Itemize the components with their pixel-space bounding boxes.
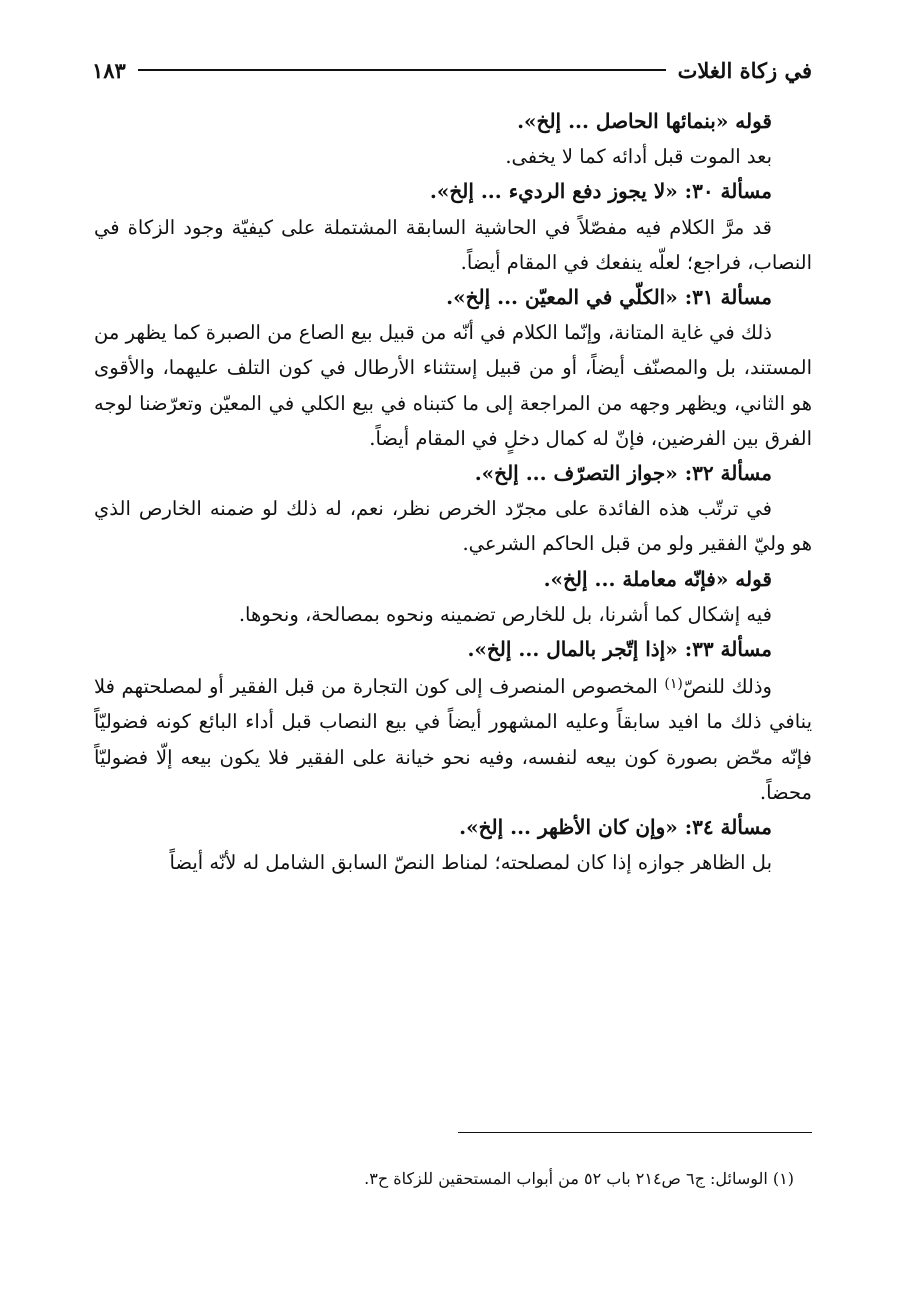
heading-masala-31: مسألة ٣١: «الكلّي في المعيّن ... إلخ». (446, 285, 772, 310)
paragraph-6 (94, 667, 812, 810)
header-rule (138, 69, 666, 71)
footnote-reference[interactable]: (١) (664, 676, 683, 693)
paragraph-6-start: وذلك للنصّ (682, 675, 772, 699)
heading-masala-32: مسألة ٣٢: «جواز التصرّف ... إلخ». (474, 461, 772, 486)
footnote: (١) الوسائل: ج٦ ص٢١٤ باب ٥٢ من أبواب المستحقين للزكاة ح٣. (364, 1169, 794, 1188)
paragraph-2: قد مرَّ الكلام فيه مفصّلاً في الحاشية السابقة المشتملة على كيفيّة وجود الزكاة في النصاب، فراجع؛ لعلّه ينفعك في المقام أيضاً. (94, 215, 812, 274)
paragraph-1: بعد الموت قبل أدائه كما لا يخفى. (505, 145, 772, 169)
paragraph-7: بل الظاهر جوازه إذا كان لمصلحته؛ لمناط النصّ السابق الشامل له لأنّه أيضاً (169, 851, 772, 875)
page-body (94, 104, 812, 880)
paragraph-3: ذلك في غاية المتانة، وإنّما الكلام في أنّه من قبيل بيع الصاع من الصبرة كما يظهر من المستند، بل والمصنّف أيضاً، أو من قبيل إستثناء الأرطال في كون التلف عليهما، والأقوى هو الثاني، ويظهر وجهه من المراجعة إلى ما كتبناه في بيع الكلي في المعيّن وتعرّضنا لوجه الفرق بين الفرضين، فإنّ له كمال دخلٍ في المقام أيضاً. (94, 321, 812, 450)
page-header (92, 52, 812, 88)
heading-masala-33: مسألة ٣٣: «إذا إتّجر بالمال ... إلخ». (467, 637, 772, 662)
heading-qawluh-2: قوله «فإنّه معاملة ... إلخ». (543, 566, 772, 591)
heading-qawluh-1: قوله «بنمائها الحاصل ... إلخ». (517, 109, 772, 133)
page-number: ١٨٣ (92, 57, 126, 83)
running-title: في زكاة الغلات (677, 57, 812, 83)
paragraph-5: فيه إشكال كما أشرنا، بل للخارص تضمينه ونحوه بمصالحة، ونحوها. (238, 602, 772, 626)
footnote-divider (458, 1132, 812, 1133)
paragraph-6-rest: المخصوص المنصرف إلى كون التجارة من قبل الفقير أو لمصلحتهم فلا ينافي ذلك ما افيد سابقاً وعليه المشهور أيضاً في بيع النصاب قبل أداء البائع كونه فضوليّاً فإنّه محّض بصورة كون بيعه لنفسه، وفيه نحو خيانة على الفقير فلا يكون بيعه إلّا فضوليّاً محضاً. (94, 675, 812, 804)
heading-masala-30: مسألة ٣٠: «لا يجوز دفع الرديء ... إلخ». (429, 179, 772, 204)
heading-masala-34: مسألة ٣٤: «وإن كان الأظهر ... إلخ». (459, 815, 772, 840)
paragraph-4: في ترتّب هذه الفائدة على مجرّد الخرص نظر، نعم، له ذلك لو ضمنه الخارص الذي هو وليّ الفقير ولو من قبل الحاكم الشرعي. (94, 497, 812, 556)
